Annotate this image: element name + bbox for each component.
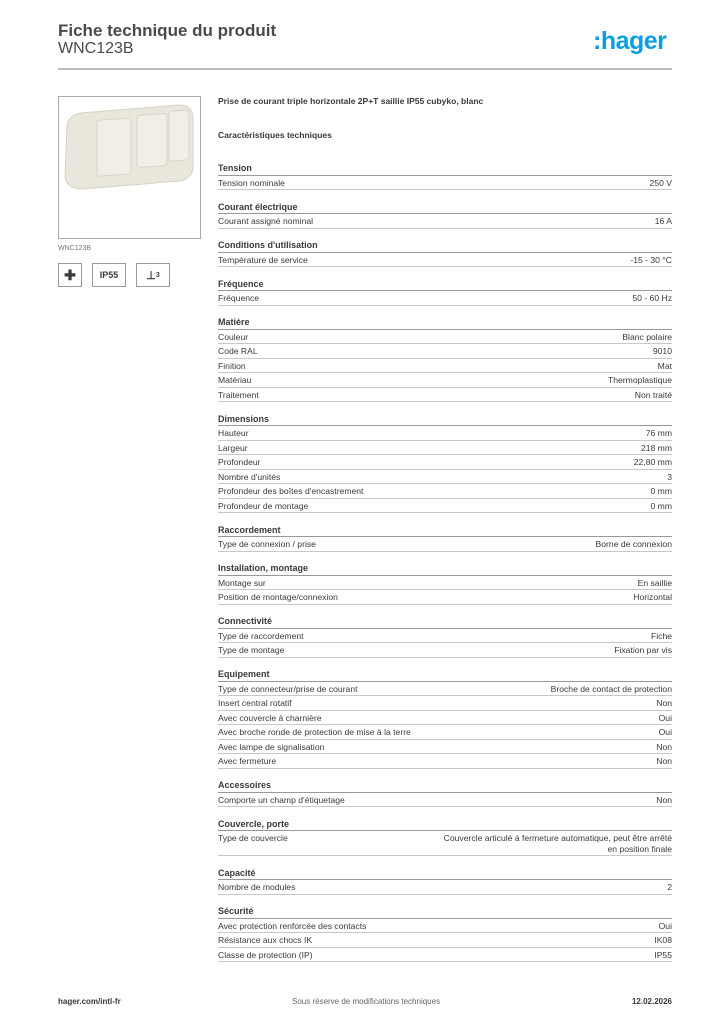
spec-value: Non [656,741,672,752]
spec-section [218,561,672,605]
spec-value: 16 A [654,216,672,226]
spec-row [218,537,672,552]
section-title: Conditions d'utilisation [218,238,672,253]
footer-website[interactable]: hager.com/intl-fr [58,997,121,1006]
section-title: Matière [218,315,672,330]
characteristics-heading: Caractéristiques techniques [218,130,332,140]
spec-row [218,291,672,306]
spec-row [218,359,672,374]
spec-value: Fiche [650,630,672,641]
product-description: Prise de courant triple horizontale 2P+T saillie IP55 cubyko, blanc [218,96,484,106]
spec-label: Insert central rotatif [218,698,292,708]
spec-row [218,388,672,403]
spec-row [218,455,672,470]
spec-label: Comporte un champ d'étiquetage [218,794,345,805]
spec-label: Traitement [218,389,259,400]
spec-label: Avec protection renforcée des contacts [218,920,367,931]
spec-section [218,238,672,267]
product-image [58,96,201,239]
spec-row [218,330,672,345]
spec-label: Avec lampe de signalisation [218,741,325,752]
spec-label: Hauteur [218,428,249,438]
spec-label: Température de service [218,254,308,265]
section-title: Sécurité [218,904,672,919]
spec-label: Type de connecteur/prise de courant [218,683,358,694]
spec-label: Type de raccordement [218,630,304,641]
spec-row [218,682,672,697]
spec-sections [218,161,672,962]
spec-row [218,441,672,456]
spec-row [218,629,672,644]
spec-row [218,253,672,268]
spec-row [218,484,672,499]
spec-value: 250 V [649,177,672,188]
spec-label: Avec couvercle à charnière [218,712,322,723]
spec-row [218,948,672,963]
section-title: Connectivité [218,614,672,629]
section-title: Installation, montage [218,561,672,576]
spec-row [218,933,672,948]
spec-row [218,176,672,191]
spec-row [218,426,672,441]
spec-label: Type de connexion / prise [218,539,316,549]
spec-value: 218 mm [640,442,672,453]
spec-label: Code RAL [218,346,258,356]
spec-section [218,778,672,807]
section-title: Couvercle, porte [218,817,672,832]
spec-value: 76 mm [645,428,672,438]
spec-value: 9010 [652,346,672,356]
spec-value: Borne de connexion [595,539,672,549]
spec-value: Thermoplastique [607,375,672,385]
page-title: Fiche technique du produit [58,21,277,40]
spec-value: Oui [658,712,672,723]
spec-label: Classe de protection (IP) [218,949,313,960]
section-title: Tension [218,161,672,176]
spec-label: Finition [218,360,246,371]
spec-row [218,470,672,485]
spec-value: -15 - 30 °C [630,254,672,265]
spec-label: Fréquence [218,293,260,303]
spec-row [218,214,672,229]
spec-value: Couvercle articulé à fermeture automatique, peut être arrêté en position finale [443,833,672,854]
spec-label: Nombre de modules [218,882,296,892]
image-caption: WNC123B [58,245,92,252]
spec-label: Matériau [218,375,252,385]
spec-section [218,161,672,190]
spec-section [218,614,672,658]
spec-value: Non traité [634,389,672,400]
footer-notice: Sous réserve de modifications techniques [292,997,441,1006]
spec-label: Montage sur [218,577,266,588]
spec-section [218,277,672,306]
badge-row [58,263,170,287]
section-title: Raccordement [218,523,672,538]
spec-row [218,499,672,514]
spec-label: Profondeur [218,457,261,467]
spec-label: Type de couvercle [218,833,288,843]
spec-row [218,576,672,591]
spec-value: 0 mm [650,500,672,511]
spec-label: Profondeur de montage [218,500,309,511]
spec-label: Couleur [218,331,249,342]
spec-value: IK08 [654,935,672,945]
spec-section [218,904,672,962]
spec-row [218,711,672,726]
spec-label: Résistance aux chocs IK [218,935,313,945]
spec-row [218,880,672,895]
spec-value: Non [656,794,672,805]
spec-label: Largeur [218,442,248,453]
spec-row [218,740,672,755]
spec-row [218,590,672,605]
section-title: Capacité [218,866,672,881]
footer-date: 12.02.2026 [631,997,672,1006]
spec-label: Avec broche ronde de protection de mise à la terre [218,727,411,737]
spec-section [218,817,672,857]
spec-value: 3 [667,471,672,482]
spec-label: Avec fermeture [218,756,277,766]
spec-label: Position de montage/connexion [218,592,338,602]
ip55-badge: IP55 [92,263,126,287]
spec-row [218,831,672,856]
spec-row [218,696,672,711]
spec-row [218,919,672,934]
spec-row [218,643,672,658]
spec-value: Blanc polaire [622,331,672,342]
spec-label: Profondeur des boîtes d'encastrement [218,486,364,496]
spec-value: 22,80 mm [633,457,672,467]
spec-section [218,523,672,552]
section-title: Dimensions [218,412,672,427]
spec-row [218,754,672,769]
spec-value: Mat [657,360,672,371]
spec-section [218,200,672,229]
earth-plus-icon: ✚ [58,263,82,287]
spec-value: Oui [658,920,672,931]
spec-value: Horizontal [633,592,672,602]
section-title: Fréquence [218,277,672,292]
spec-row [218,725,672,740]
spec-value: IP55 [654,949,672,960]
spec-value: Non [656,756,672,766]
mounting-x3-icon: ⊥ 3 [136,263,170,287]
spec-value: Fixation par vis [614,645,672,655]
spec-content [218,96,672,972]
spec-value: Broche de contact de protection [550,683,672,694]
spec-value: En saillie [637,577,672,588]
spec-value: 50 - 60 Hz [632,293,672,303]
spec-section [218,667,672,769]
spec-label: Nombre d'unités [218,471,281,482]
spec-row [218,344,672,359]
spec-section [218,412,672,514]
spec-row [218,373,672,388]
spec-row [218,793,672,808]
hager-logo: :hager [593,27,667,55]
spec-value: 0 mm [650,486,672,496]
spec-label: Tension nominale [218,177,285,188]
spec-section [218,866,672,895]
spec-label: Courant assigné nominal [218,216,314,226]
section-title: Courant électrique [218,200,672,215]
spec-value: 2 [667,882,672,892]
spec-value: Oui [658,727,672,737]
spec-value: Non [656,698,672,708]
section-title: Equipement [218,667,672,682]
product-reference: WNC123B [58,40,134,57]
spec-label: Type de montage [218,645,285,655]
header-divider [58,68,672,70]
spec-section [218,315,672,402]
section-title: Accessoires [218,778,672,793]
